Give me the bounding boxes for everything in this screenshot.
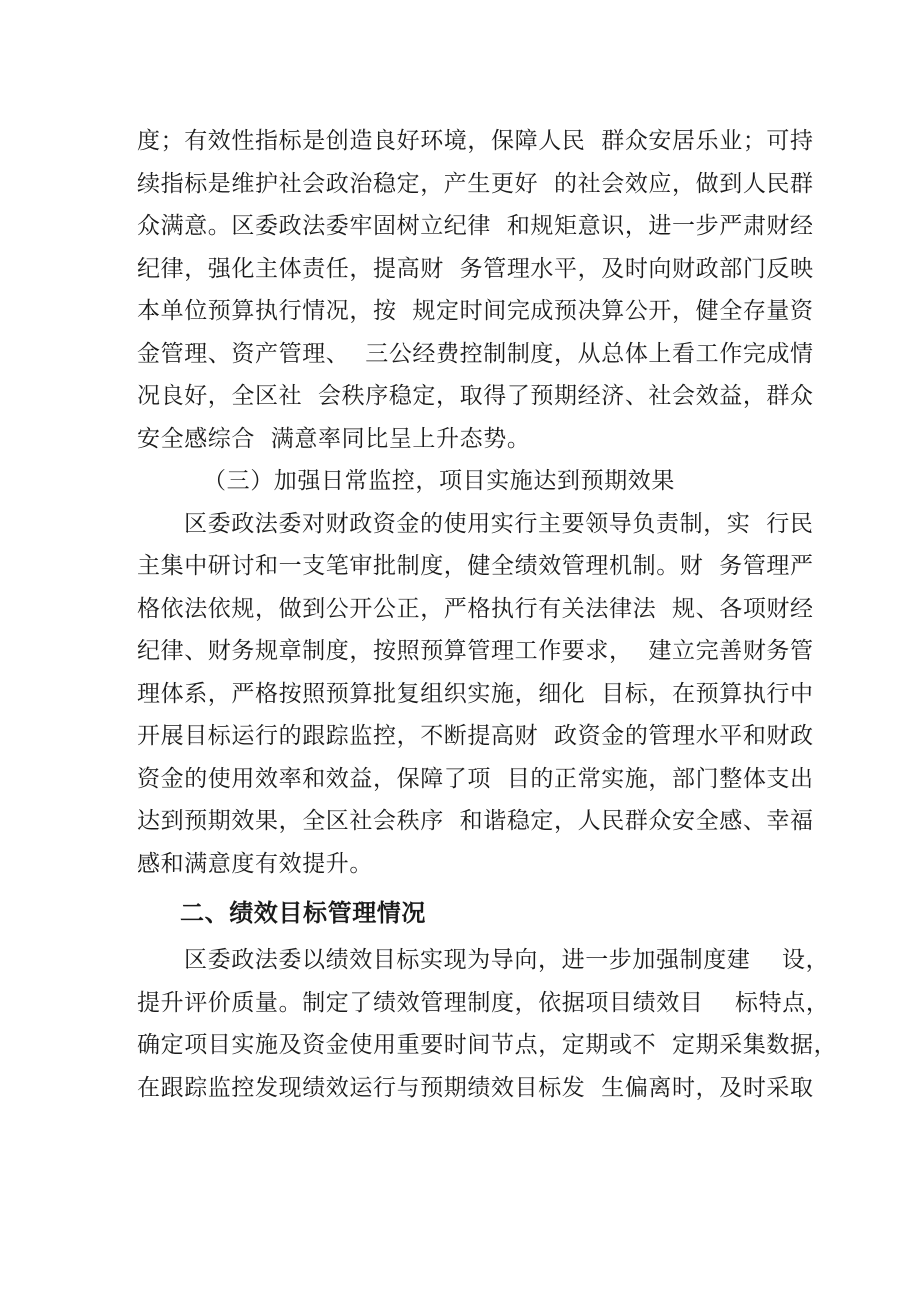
- paragraph-line: 纪律、财务规章制度，按照预算管理工作要求， 建立完善财务管: [137, 638, 814, 664]
- paragraph-line: 格依法依规，做到公开公正，严格执行有关法律法 规、各项财经: [137, 596, 814, 622]
- paragraph-line: 安全感综合 满意率同比呈上升态势。: [137, 426, 531, 452]
- paragraph-line: 纪律，强化主体责任，提高财 务管理水平，及时向财政部门反映: [137, 256, 814, 282]
- subheading: （三）加强日常监控，项目实施达到预期效果: [203, 468, 675, 494]
- paragraph-line: 本单位预算执行情况，按 规定时间完成预决算公开，健全存量资: [137, 298, 814, 324]
- paragraph-line: 金管理、资产管理、 三公经费控制制度，从总体上看工作完成情: [137, 341, 814, 367]
- paragraph-line: 区委政法委对财政资金的使用实行主要领导负责制，实 行民: [184, 511, 814, 537]
- paragraph-line: 资金的使用效率和效益，保障了项 目的正常实施，部门整体支出: [137, 766, 814, 792]
- paragraph-line: 况良好，全区社 会秩序稳定，取得了预期经济、社会效益，群众: [137, 383, 814, 409]
- paragraph-line: 开展目标运行的跟踪监控，不断提高财 政资金的管理水平和财政: [137, 723, 814, 749]
- paragraph-line: 区委政法委以绩效目标实现为导向，进一步加强制度建 设，: [184, 947, 830, 973]
- paragraph-line: 度；有效性指标是创造良好环境，保障人民 群众安居乐业；可持: [137, 128, 814, 154]
- paragraph-line: 续指标是维护社会政治稳定，产生更好 的社会效应，做到人民群: [137, 171, 814, 197]
- section-heading: 二、绩效目标管理情况: [180, 899, 426, 927]
- paragraph-line: 感和满意度有效提升。: [137, 851, 373, 877]
- paragraph-line: 提升评价质量。制定了绩效管理制度，依据项目绩效目 标特点，: [137, 990, 830, 1016]
- paragraph-line: 众满意。区委政法委牢固树立纪律 和规矩意识，进一步严肃财经: [137, 213, 814, 239]
- paragraph-line: 理体系，严格按照预算批复组织实施，细化 目标，在预算执行中: [137, 681, 814, 707]
- paragraph-line: 在跟踪监控发现绩效运行与预期绩效目标发 生偏离时，及时采取: [137, 1075, 814, 1101]
- paragraph-line: 主集中研讨和一支笔审批制度，健全绩效管理机制。财 务管理严: [137, 553, 814, 579]
- paragraph-line: 达到预期效果，全区社会秩序 和谐稳定，人民群众安全感、幸福: [137, 808, 814, 834]
- paragraph-line: 确定项目实施及资金使用重要时间节点，定期或不 定期采集数据，: [137, 1032, 838, 1058]
